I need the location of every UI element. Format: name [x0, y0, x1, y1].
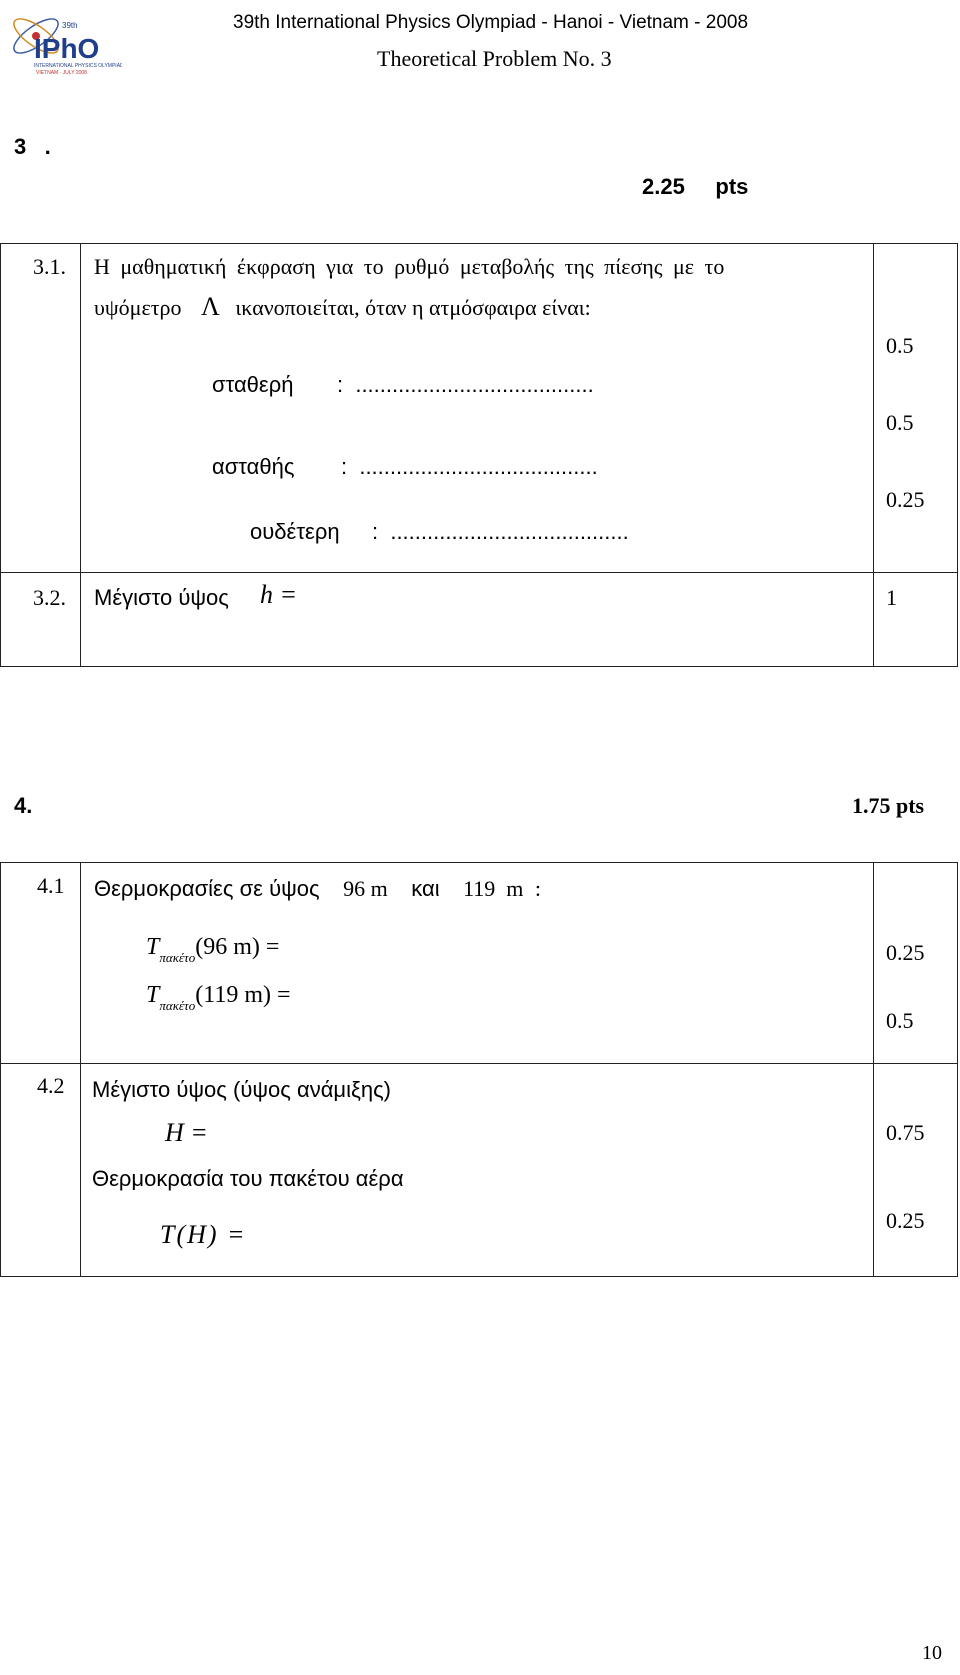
section-4-points: 1.75 pts [852, 793, 925, 818]
section-3-points: 2.25 pts [642, 174, 749, 199]
question-3-2-formula[interactable]: h = [260, 580, 298, 609]
section-4-number: 4. [14, 793, 33, 818]
neutral-label: ουδέτερη [250, 519, 340, 544]
points-3-1-neutral: 0.25 [886, 487, 925, 512]
stable-label: σταθερή [212, 372, 294, 397]
unstable-label: ασταθής [212, 454, 295, 479]
question-4-2-text1: Μέγιστο ύψος (ύψος ανάμιξης) [92, 1077, 391, 1102]
T-symbol: T [146, 982, 160, 1008]
ipho-logo-icon [6, 6, 122, 78]
height-96: 96 m [343, 876, 388, 901]
points-4-1-96: 0.25 [886, 940, 925, 965]
table-3-row-divider [0, 572, 958, 573]
question-4-1-text-pre: Θερμοκρασίες σε ύψος [94, 876, 320, 901]
question-3-1-text-line2 [94, 292, 591, 322]
table-4-divider-right [873, 862, 874, 1277]
page-number: 10 [922, 1642, 942, 1664]
question-3-1-text-pre: υψόμετρο [94, 295, 182, 320]
formula-arg-119: (119 m) = [195, 982, 291, 1008]
and-word: και [411, 876, 440, 901]
question-3-1-text-post: ικανοποιείται, όταν η ατμόσφαιρα είναι: [235, 295, 591, 320]
lambda-symbol: Λ [201, 292, 220, 321]
colon: : [534, 876, 542, 901]
points-4-2-H: 0.75 [886, 1120, 925, 1145]
formula-T-119[interactable] [146, 982, 291, 1013]
logo-place: VIETNAM · JULY 2008 [36, 70, 87, 76]
parcel-subscript: πακέτο [159, 950, 196, 965]
table-3-divider-left [80, 243, 81, 667]
table-4-divider-left [80, 862, 81, 1277]
logo-text: IPhO [34, 33, 100, 64]
question-4-2-text2: Θερμοκρασία του πακέτου αέρα [92, 1166, 404, 1191]
unstable-answer-blank[interactable]: : ....................................... [341, 454, 598, 479]
question-3-1-number: 3.1. [33, 254, 66, 279]
points-3-1-unstable: 0.5 [886, 410, 914, 435]
problem-title: Theoretical Problem No. 3 [377, 46, 612, 71]
table-3-divider-right [873, 243, 874, 667]
section-3-number: 3 . [14, 134, 51, 159]
event-title: 39th International Physics Olympiad - Hanoi - Vietnam - 2008 [233, 12, 749, 33]
question-4-1-text [94, 876, 541, 902]
logo-edition: 39th [62, 21, 78, 30]
question-3-2-number: 3.2. [33, 585, 66, 610]
stable-answer-blank[interactable]: : ....................................... [337, 372, 594, 397]
ipho-logo [6, 6, 122, 78]
question-3-2-text: Μέγιστο ύψος [94, 585, 229, 610]
formula-T-96[interactable] [146, 934, 280, 965]
table-4-row-divider [0, 1063, 958, 1064]
parcel-subscript: πακέτο [159, 998, 196, 1013]
formula-H[interactable]: H = [165, 1118, 208, 1147]
section-4-table [0, 862, 958, 1277]
height-119: 119 m [463, 876, 524, 901]
question-4-2-number: 4.2 [37, 1073, 65, 1098]
logo-subtitle: INTERNATIONAL PHYSICS OLYMPIAD [34, 63, 122, 69]
points-4-2-T: 0.25 [886, 1208, 925, 1233]
question-4-1-number: 4.1 [37, 873, 65, 898]
formula-arg-96: (96 m) = [195, 934, 280, 960]
points-4-1-119: 0.5 [886, 1008, 914, 1033]
question-3-1-text-line1: Η μαθηματική έκφραση για το ρυθμό μεταβολής της πίεσης με το [94, 254, 725, 279]
points-3-1-stable: 0.5 [886, 333, 914, 358]
points-3-2: 1 [886, 585, 897, 610]
T-symbol: T [146, 934, 160, 960]
formula-T-of-H[interactable]: T(H) = [160, 1220, 247, 1249]
neutral-answer-blank[interactable]: : ....................................... [372, 519, 629, 544]
